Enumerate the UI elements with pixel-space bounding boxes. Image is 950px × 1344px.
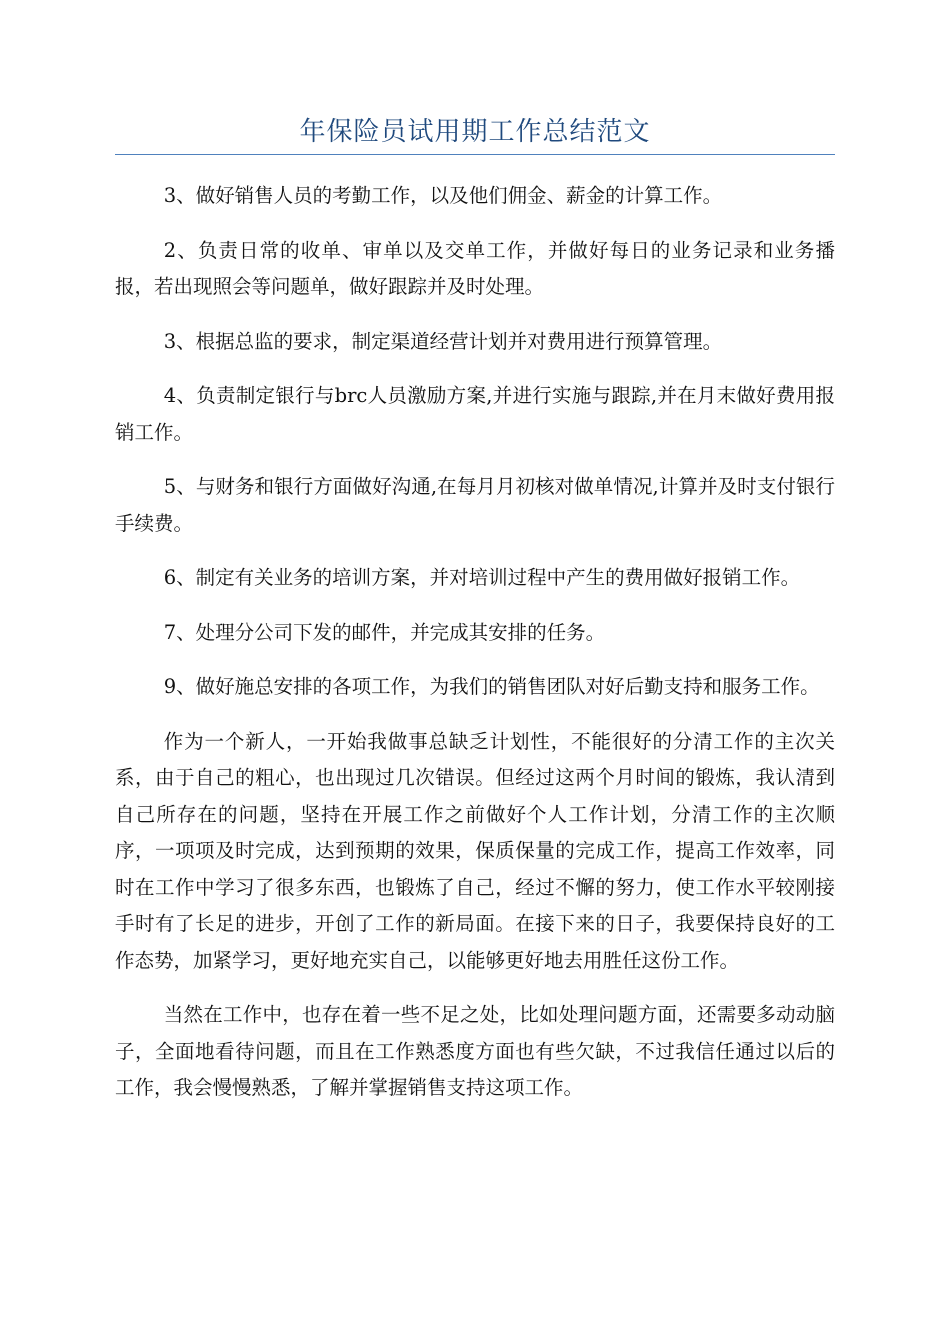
paragraph-7: 7、处理分公司下发的邮件，并完成其安排的任务。 (163, 620, 606, 644)
paragraph-5: 5、与财务和银行方面做好沟通,在每月月初核对做单情况,计算并及时支付银行手续费。 (115, 475, 835, 535)
document-body (115, 178, 835, 1125)
title-underline (115, 154, 835, 155)
paragraph-4: 4、负责制定银行与brc人员激励方案,并进行实施与跟踪,并在月末做好费用报销工作。 (115, 384, 835, 444)
document-title: 年保险员试用期工作总结范文 (299, 117, 651, 147)
paragraph-6: 6、制定有关业务的培训方案，并对培训过程中产生的费用做好报销工作。 (163, 566, 801, 589)
paragraph-10: 当然在工作中，也存在着一些不足之处，比如处理问题方面，还需要多动动脑子，全面地看待问题，而且在工作熟悉度方面也有些欠缺，不过我信任通过以后的工作，我会慢慢熟悉，了解并掌握销售支持这项工作。 (115, 1003, 835, 1099)
paragraph-3: 3、根据总监的要求，制定渠道经营计划并对费用进行预算管理。 (163, 329, 723, 353)
paragraph-2: 2、负责日常的收单、审单以及交单工作，并做好每日的业务记录和业务播报，若出现照会等问题单，做好跟踪并及时处理。 (115, 238, 835, 298)
paragraph-9: 作为一个新人，一开始我做事总缺乏计划性，不能很好的分清工作的主次关系，由于自己的粗心，也出现过几次错误。但经过这两个月时间的锻炼，我认清到自己所存在的问题，坚持在开展工作之前做好个人工作计划，分清工作的主次顺序，一项项及时完成，达到预期的效果，保质保量的完成工作，提高工作效率，同时在工作中学习了很多东西，也锻炼了自己，经过不懈的努力，使工作水平较刚接手时有了长足的进步，开创了工作的新局面。在接下来的日子，我要保持良好的工作态势，加紧学习，更好地充实自己，以能够更好地去用胜任这份工作。 (115, 729, 835, 972)
paragraph-1: 3、做好销售人员的考勤工作，以及他们佣金、薪金的计算工作。 (163, 184, 723, 207)
paragraph-8: 9、做好施总安排的各项工作，为我们的销售团队对好后勤支持和服务工作。 (163, 675, 820, 698)
